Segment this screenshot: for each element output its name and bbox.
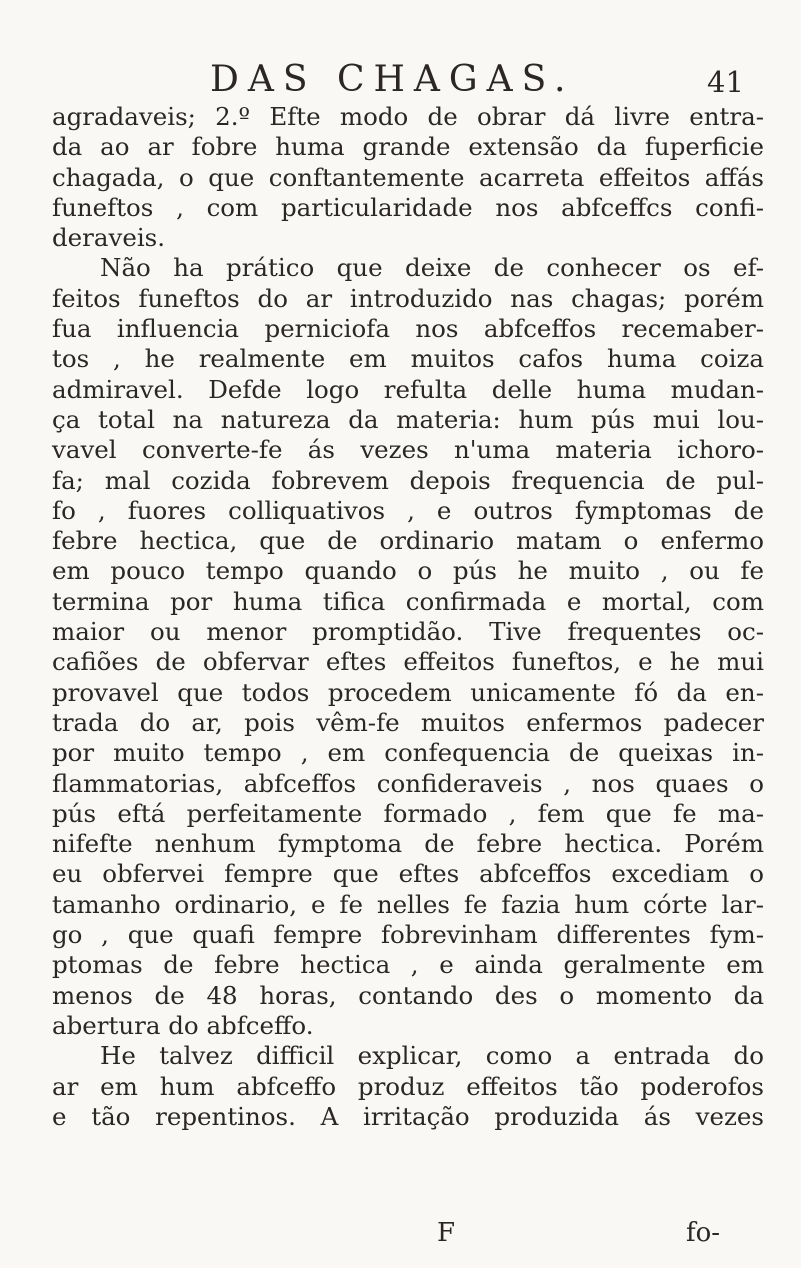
text-line: fo , fuores colliquativos , e outros fymptomas de <box>52 495 764 525</box>
text-line: tos , he realmente em muitos cafos huma coiza <box>52 344 764 374</box>
page-footer <box>0 1215 801 1251</box>
text-line: nifefte nenhum fymptoma de febre hectica. Porém <box>52 829 764 859</box>
text-line: Não ha prático que deixe de conhecer os ef- <box>100 253 764 283</box>
text-line: chagada, o que conftantemente acarreta effeitos affás <box>52 162 764 192</box>
text-line: por muito tempo , em confequencia de queixas in- <box>52 738 764 768</box>
running-head <box>0 60 801 100</box>
text-line: trada do ar, pois vêm-fe muitos enfermos padecer <box>52 707 764 737</box>
text-line: ar em hum abfceffo produz effeitos tão poderofos <box>52 1071 764 1101</box>
text-line: fua influencia perniciofa nos abfceffos recemaber- <box>52 314 764 344</box>
text-line: em pouco tempo quando o pús he muito , ou fe <box>52 556 764 586</box>
running-title: DAS CHAGAS. <box>210 59 575 100</box>
text-line: provavel que todos procedem unicamente fó da en- <box>52 677 764 707</box>
text-line: agradaveis; 2.º Efte modo de obrar dá livre entra- <box>52 102 764 131</box>
signature-mark: F <box>437 1218 456 1248</box>
text-line: tamanho ordinario, e fe nelles fe fazia hum córte lar- <box>52 889 764 919</box>
text-line: da ao ar fobre huma grande extensão da fuperficie <box>52 132 764 162</box>
text-line: flammatorias, abfceffos confideraveis , nos quaes o <box>52 768 764 798</box>
text-line: eu obfervei fempre que eftes abfceffos excediam o <box>52 859 764 889</box>
text-line: termina por huma tifica confirmada e mortal, com <box>52 586 764 616</box>
text-line: admiravel. Defde logo refulta delle huma mudan- <box>52 374 764 404</box>
text-line: abertura do abfceffo. <box>52 1010 314 1040</box>
text-line: funeftos , com particularidade nos abfceffcs confi- <box>52 192 764 222</box>
body-text <box>52 102 764 1132</box>
text-line: go , que quafi fempre fobrevinham differentes fym- <box>52 920 764 950</box>
page-number: 41 <box>707 65 744 99</box>
text-line: He talvez difficil explicar, como a entrada do <box>100 1041 764 1071</box>
text-line: deraveis. <box>52 223 166 253</box>
text-line: cafiões de obfervar eftes effeitos funeftos, e he mui <box>52 647 764 677</box>
catchword: fo- <box>686 1218 721 1248</box>
text-line: feitos funeftos do ar introduzido nas chagas; porém <box>52 283 764 313</box>
text-line: ça total na natureza da materia: hum pús mui lou- <box>52 404 764 434</box>
text-line: e tão repentinos. A irritação produzida ás vezes <box>52 1101 764 1131</box>
text-line: fa; mal cozida fobrevem depois frequencia de pul- <box>52 465 764 495</box>
text-line: maior ou menor promptidão. Tive frequentes oc- <box>52 617 764 647</box>
text-line: pús eftá perfeitamente formado , fem que fe ma- <box>52 798 764 828</box>
text-line: febre hectica, que de ordinario matam o enfermo <box>52 526 764 556</box>
text-line: menos de 48 horas, contando des o momento da <box>52 980 764 1010</box>
text-line: vavel converte-fe ás vezes n'uma materia ichoro- <box>52 435 764 465</box>
text-line: ptomas de febre hectica , e ainda geralmente em <box>52 950 764 980</box>
